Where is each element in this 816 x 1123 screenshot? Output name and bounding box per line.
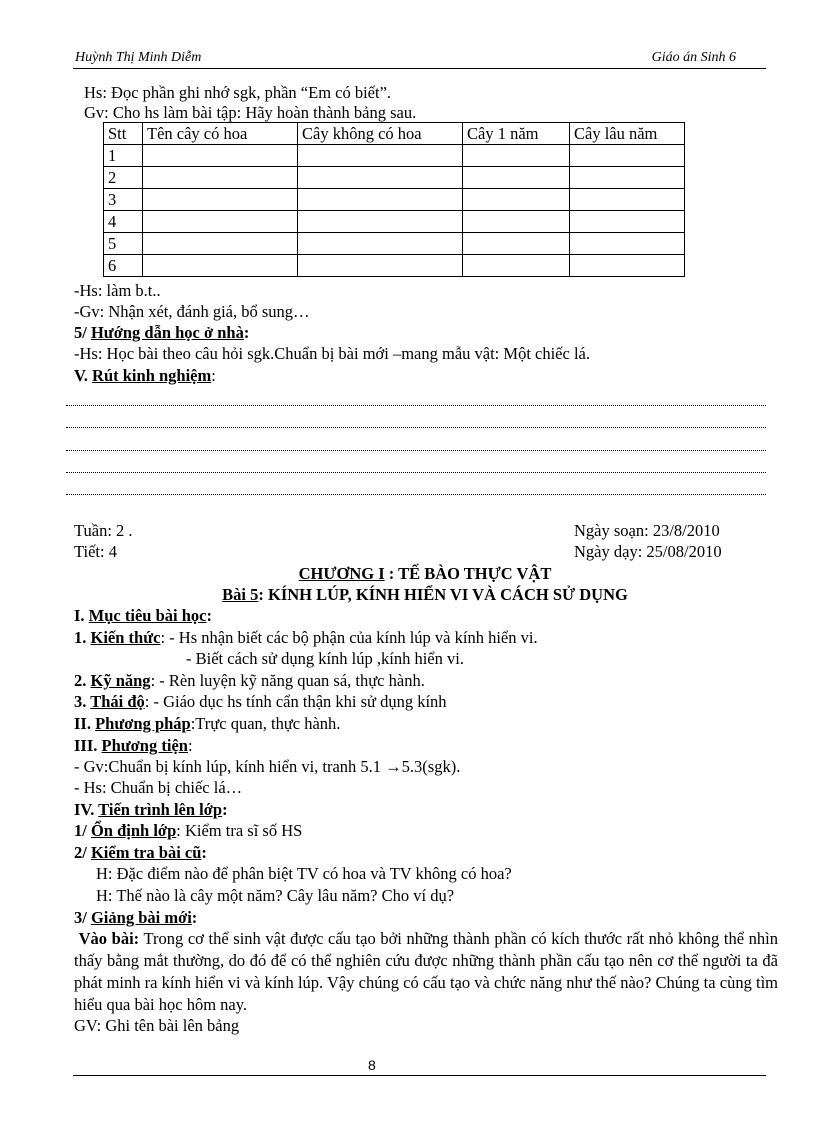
- top-line-2: Gv: Cho hs làm bài tập: Hãy hoàn thành bảng sau.: [84, 103, 417, 122]
- period: Tiết: 4: [74, 542, 117, 561]
- section-I-heading: [74, 605, 212, 626]
- date-prepared: Ngày soạn: 23/8/2010: [574, 521, 720, 540]
- table-cell: [463, 167, 570, 189]
- lesson-label: Bài 5: [222, 585, 259, 604]
- student-materials: - Hs: Chuẩn bị chiếc lá…: [74, 778, 243, 797]
- section-II: [74, 713, 340, 734]
- stabilization-title: Ổn định lớp: [90, 821, 177, 840]
- page-number: 8: [368, 1057, 376, 1073]
- section-V-heading: [74, 365, 216, 386]
- section-III-colon: :: [187, 736, 193, 755]
- dotted-line: [66, 405, 766, 406]
- table-cell: [298, 167, 463, 189]
- skills-line: [74, 670, 425, 691]
- table-cell: [143, 233, 298, 255]
- section-III-title: Phương tiện: [101, 736, 188, 755]
- lesson-name: : KÍNH LÚP, KÍNH HIỂN VI VÀ CÁCH SỬ DỤNG: [258, 585, 628, 604]
- exercise-table: [103, 122, 685, 277]
- class-stabilization: [74, 820, 302, 841]
- section-I-title: Mục tiêu bài học: [88, 606, 207, 625]
- table-cell: [463, 211, 570, 233]
- th-stt: Stt: [104, 123, 143, 145]
- section-V-number: V.: [74, 366, 93, 385]
- table-cell: [143, 189, 298, 211]
- th-nonflowering: Cây không có hoa: [298, 123, 463, 145]
- section-V-title: Rút kinh nghiệm: [92, 366, 212, 385]
- skills-title: Kỹ năng: [90, 671, 151, 690]
- section-IV-number: IV.: [74, 800, 99, 819]
- old-lesson-number: 2/: [74, 843, 91, 862]
- chapter-label: CHƯƠNG I: [298, 564, 385, 583]
- chapter-title: [0, 563, 816, 584]
- attitude-text: : - Giáo dục hs tính cẩn thận khi sử dụng kính: [144, 692, 447, 711]
- table-cell: [570, 211, 685, 233]
- row-number: 4: [104, 211, 143, 233]
- knowledge-line: [74, 627, 538, 648]
- th-annual: Cây 1 năm: [463, 123, 570, 145]
- date-taught: Ngày dạy: 25/08/2010: [574, 542, 722, 561]
- gv-line: -Gv: Nhận xét, đánh giá, bổ sung…: [74, 302, 310, 321]
- th-perennial: Cây lâu năm: [570, 123, 685, 145]
- row-number: 3: [104, 189, 143, 211]
- header-author: Huỳnh Thị Minh Diễm: [75, 50, 202, 65]
- section-III-heading: [74, 735, 193, 756]
- question-2: H: Thế nào là cây một năm? Cây lâu năm? Cho ví dụ?: [96, 886, 455, 905]
- section-V-colon: :: [211, 366, 216, 385]
- attitude-line: [74, 691, 447, 712]
- row-number: 5: [104, 233, 143, 255]
- dotted-line: [66, 494, 766, 495]
- attitude-title: Thái độ: [90, 692, 145, 711]
- stabilization-text: : Kiểm tra sĩ số HS: [176, 821, 303, 840]
- new-lesson-heading: [74, 907, 197, 928]
- old-lesson-title: Kiểm tra bài cũ: [90, 843, 202, 862]
- table-cell: [143, 211, 298, 233]
- skills-number: 2.: [74, 671, 91, 690]
- section-IV-title: Tiến trình lên lớp: [98, 800, 223, 819]
- teacher-final-line: GV: Ghi tên bài lên bảng: [74, 1016, 240, 1035]
- teacher-materials: - Gv:Chuẩn bị kính lúp, kính hiển vi, tranh 5.1 →5.3(sgk).: [74, 757, 461, 776]
- section-I-colon: :: [206, 606, 212, 625]
- table-cell: [463, 145, 570, 167]
- table-cell: [298, 189, 463, 211]
- row-number: 6: [104, 255, 143, 277]
- section-5-text: -Hs: Học bài theo câu hỏi sgk.Chuẩn bị bài mới –mang mẫu vật: Một chiếc lá.: [74, 344, 590, 363]
- table-row: [104, 189, 685, 211]
- table-cell: [143, 145, 298, 167]
- table-row: [104, 167, 685, 189]
- table-cell: [298, 233, 463, 255]
- new-lesson-colon: :: [191, 908, 198, 927]
- table-cell: [298, 255, 463, 277]
- table-cell: [298, 211, 463, 233]
- lesson-title: [0, 584, 816, 605]
- header-title: Giáo án Sinh 6: [651, 50, 736, 65]
- new-lesson-number: 3/: [74, 908, 91, 927]
- week: Tuần: 2 .: [74, 521, 133, 540]
- section-II-title: Phương pháp: [95, 714, 191, 733]
- section-III-number: III.: [74, 736, 102, 755]
- table-cell: [570, 189, 685, 211]
- table-row: [104, 255, 685, 277]
- table-row: [104, 233, 685, 255]
- introduction-text: Trong cơ thể sinh vật được cấu tạo bởi những thành phần có kích thước rất nhỏ không thể nhìn thấy bằng mắt thường, do đó để có thể nghiên cứu được những thành phần cấu tạo nên cơ thể người ta đã phát minh ra kính hiển vi và kính lúp. Vậy chúng có cấu tạo và chức năng như thế nào? Chúng ta cùng tìm hiểu qua bài học hôm nay.: [74, 929, 779, 1014]
- section-I-number: I.: [74, 606, 89, 625]
- th-flowering: Tên cây có hoa: [143, 123, 298, 145]
- question-1: H: Đặc điểm nào để phân biệt TV có hoa và TV không có hoa?: [96, 864, 512, 883]
- table-row: [104, 211, 685, 233]
- dotted-line: [66, 427, 766, 428]
- table-cell: [143, 255, 298, 277]
- table-cell: [570, 167, 685, 189]
- section-5-heading: [74, 322, 249, 343]
- row-number: 2: [104, 167, 143, 189]
- table-cell: [570, 145, 685, 167]
- top-line-1: Hs: Đọc phần ghi nhớ sgk, phần “Em có biết”.: [84, 83, 392, 102]
- section-5-colon: :: [243, 323, 250, 342]
- introduction-label: Vào bài:: [78, 929, 140, 948]
- hs-line: -Hs: làm b.t..: [74, 281, 161, 300]
- table-cell: [463, 255, 570, 277]
- table-cell: [570, 233, 685, 255]
- introduction-paragraph: [74, 928, 778, 1016]
- section-5-number: 5/: [74, 323, 91, 342]
- new-lesson-title: Giảng bài mới: [90, 908, 192, 927]
- dotted-line: [66, 472, 766, 473]
- table-row: [104, 145, 685, 167]
- dotted-line: [66, 450, 766, 451]
- row-number: 1: [104, 145, 143, 167]
- old-lesson-colon: :: [201, 843, 207, 862]
- table-cell: [143, 167, 298, 189]
- table-cell: [463, 233, 570, 255]
- chapter-name: : TẾ BÀO THỰC VẬT: [384, 564, 552, 583]
- attitude-number: 3.: [74, 692, 91, 711]
- stabilization-number: 1/: [74, 821, 91, 840]
- old-lesson-check: [74, 842, 207, 863]
- knowledge-title: Kiến thức: [90, 628, 161, 647]
- section-II-text: :Trực quan, thực hành.: [190, 714, 341, 733]
- section-5-title: Hướng dẫn học ở nhà: [90, 323, 244, 342]
- table-cell: [298, 145, 463, 167]
- table-header-row: [104, 123, 685, 145]
- knowledge-text: : - Hs nhận biết các bộ phận của kính lúp và kính hiển vi.: [160, 628, 538, 647]
- skills-text: : - Rèn luyện kỹ năng quan sá, thực hành.: [150, 671, 425, 690]
- knowledge-number: 1.: [74, 628, 91, 647]
- section-II-number: II.: [74, 714, 96, 733]
- header-rule: [73, 68, 766, 69]
- knowledge-line-2: - Biết cách sử dụng kính lúp ,kính hiển vi.: [186, 649, 464, 668]
- section-IV-colon: :: [222, 800, 228, 819]
- table-cell: [570, 255, 685, 277]
- table-cell: [463, 189, 570, 211]
- footer-rule: [73, 1075, 766, 1076]
- section-IV-heading: [74, 799, 228, 820]
